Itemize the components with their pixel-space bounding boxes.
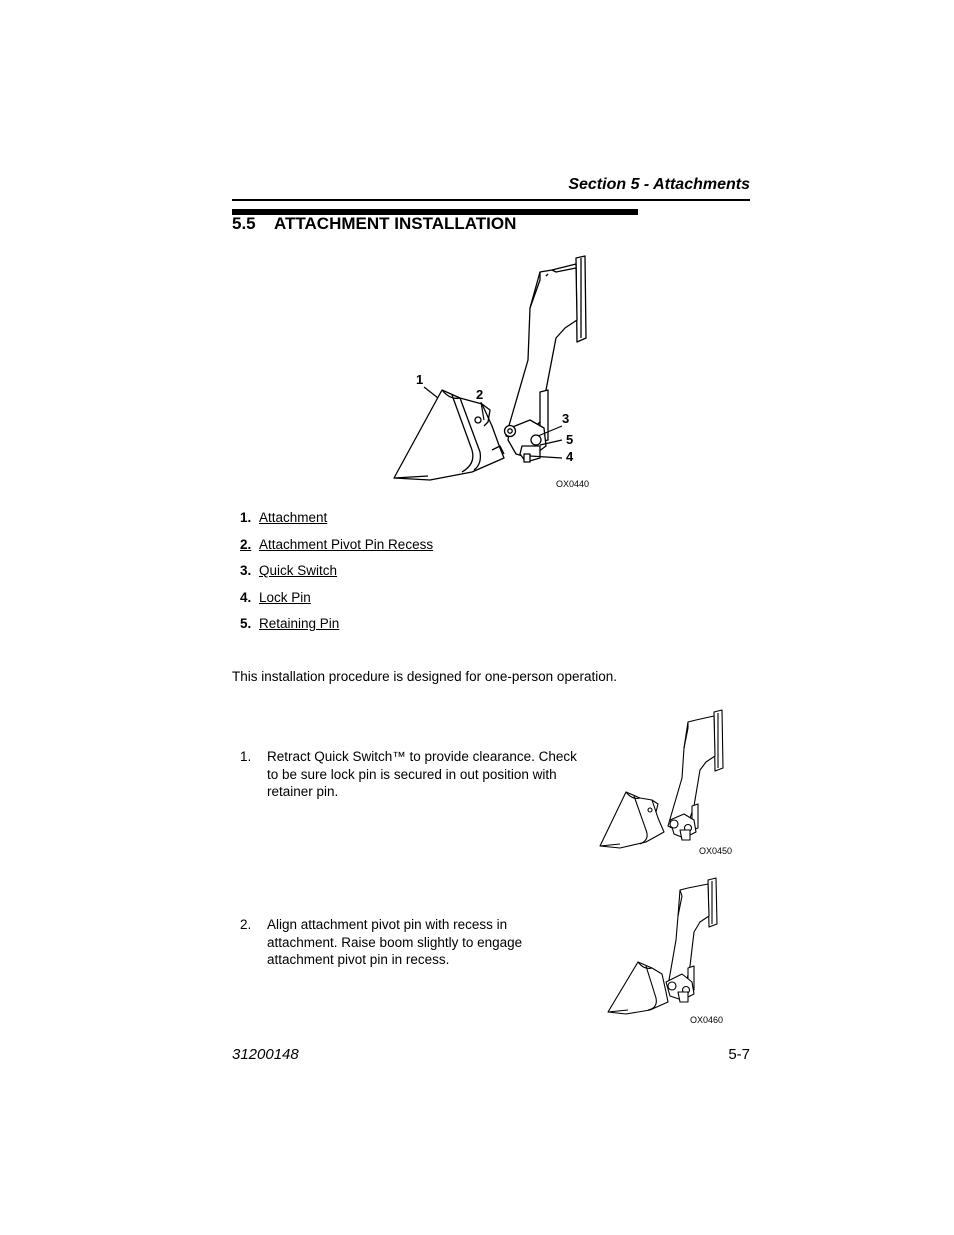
step-1 [240, 748, 580, 801]
parts-legend [240, 510, 433, 643]
step-number: 1. [240, 749, 252, 764]
section-header: Section 5 - Attachments [568, 176, 750, 193]
page-number: 5-7 [728, 1046, 750, 1063]
legend-item [240, 563, 433, 590]
legend-item [240, 510, 433, 537]
legend-text[interactable]: Lock Pin [259, 589, 311, 605]
step-text: Retract Quick Switch™ to provide clearance. Check to be sure lock pin is secured in out position with retainer pin. [267, 749, 577, 799]
doc-number: 31200148 [232, 1046, 299, 1063]
legend-item [240, 590, 433, 617]
section-title [232, 214, 516, 234]
legend-text[interactable]: Attachment Pivot Pin Recess [259, 536, 434, 552]
intro-paragraph: This installation procedure is designed for one-person operation. [232, 669, 617, 684]
callout-2: 2 [476, 387, 484, 402]
legend-text[interactable]: Quick Switch [259, 563, 338, 578]
section-number: 5.5 [232, 214, 256, 233]
step-number: 2. [240, 917, 252, 932]
callout-1: 1 [416, 372, 424, 387]
callout-4: 4 [566, 449, 574, 464]
legend-number: 3. [240, 563, 252, 578]
step-2-diagram [602, 876, 726, 1028]
attachment-diagram [380, 250, 610, 495]
legend-number: 2. [240, 536, 252, 552]
legend-number: 1. [240, 510, 252, 525]
callout-5: 5 [566, 432, 574, 447]
step-2 [240, 916, 540, 969]
legend-item [240, 537, 433, 564]
legend-number: 5. [240, 616, 252, 631]
callout-3: 3 [562, 411, 570, 426]
figure-code: OX0440 [556, 479, 590, 489]
step-2-figure-code: OX0460 [690, 1015, 724, 1025]
legend-item [240, 616, 433, 643]
step-1-diagram [596, 708, 740, 858]
header-rule [232, 199, 750, 201]
step-1-figure-code: OX0450 [699, 846, 733, 856]
step-text: Align attachment pivot pin with recess in attachment. Raise boom slightly to engage attachment pivot pin in recess. [267, 917, 523, 967]
legend-text[interactable]: Retaining Pin [259, 616, 340, 631]
section-title-text: ATTACHMENT INSTALLATION [274, 214, 517, 233]
legend-text[interactable]: Attachment [259, 510, 328, 525]
legend-number: 4. [240, 589, 252, 605]
